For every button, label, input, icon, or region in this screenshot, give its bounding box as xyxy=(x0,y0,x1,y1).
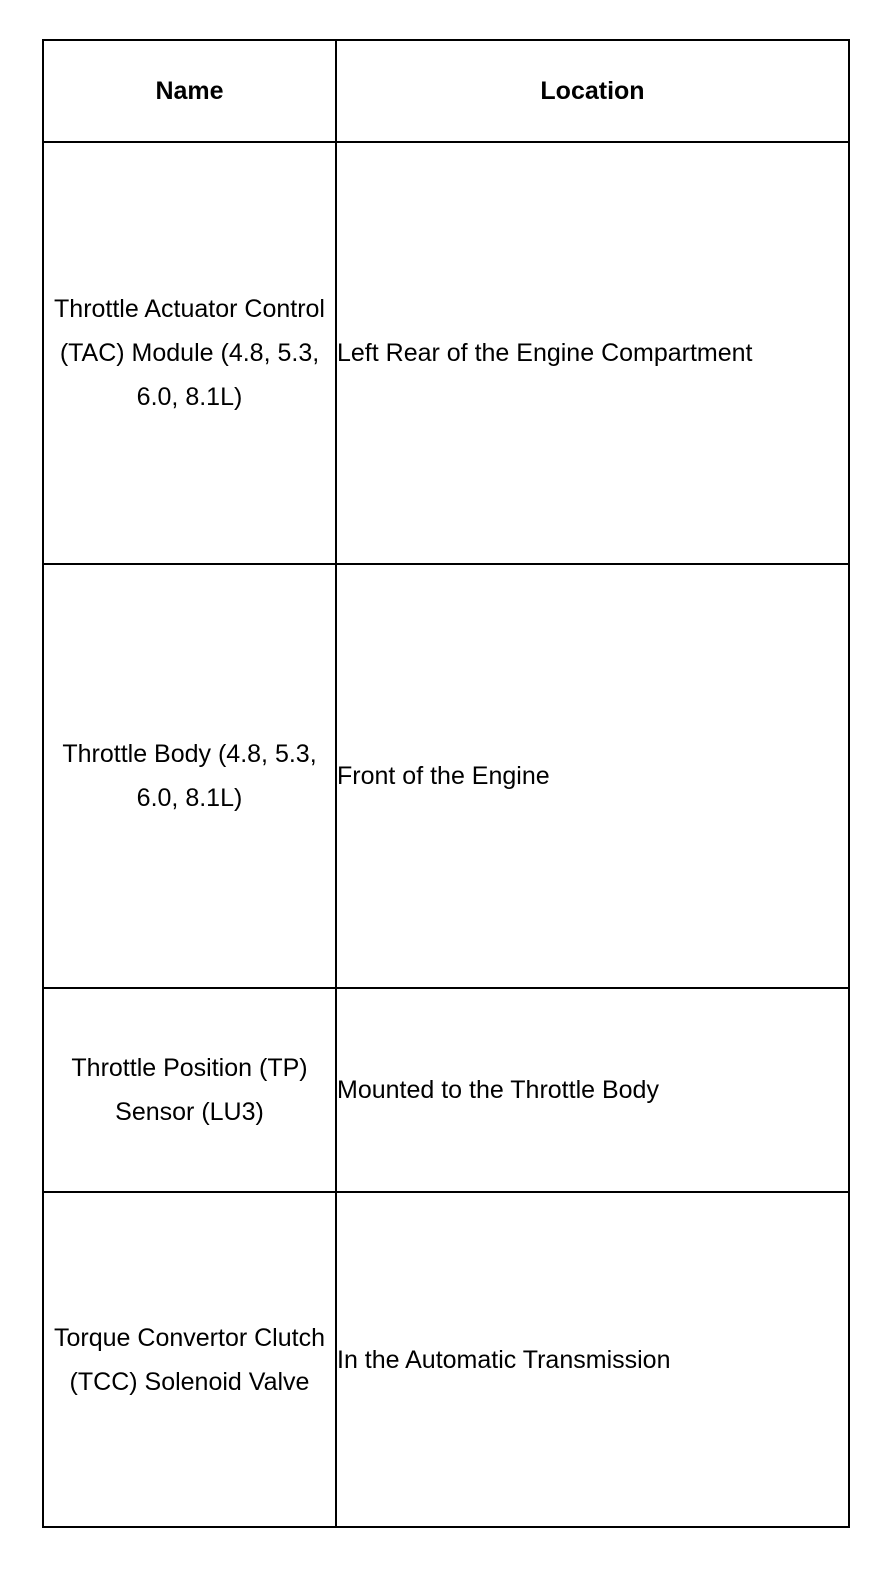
component-location-cell: Mounted to the Throttle Body xyxy=(336,988,849,1192)
table-body xyxy=(43,142,849,1527)
component-location-table xyxy=(42,39,850,1528)
component-location-cell: Left Rear of the Engine Compartment xyxy=(336,142,849,564)
component-name-cell: Throttle Position (TP) Sensor (LU3) xyxy=(43,988,336,1192)
header-row xyxy=(43,40,849,142)
table-row xyxy=(43,564,849,988)
component-location-cell: In the Automatic Transmission xyxy=(336,1192,849,1527)
name-column-header: Name xyxy=(43,40,336,142)
table-header xyxy=(43,40,849,142)
component-location-cell: Front of the Engine xyxy=(336,564,849,988)
table-row xyxy=(43,142,849,564)
component-name-cell: Torque Convertor Clutch (TCC) Solenoid Valve xyxy=(43,1192,336,1527)
table-row xyxy=(43,1192,849,1527)
location-column-header: Location xyxy=(336,40,849,142)
component-name-cell: Throttle Body (4.8, 5.3, 6.0, 8.1L) xyxy=(43,564,336,988)
table-row xyxy=(43,988,849,1192)
component-name-cell: Throttle Actuator Control (TAC) Module (4.8, 5.3, 6.0, 8.1L) xyxy=(43,142,336,564)
